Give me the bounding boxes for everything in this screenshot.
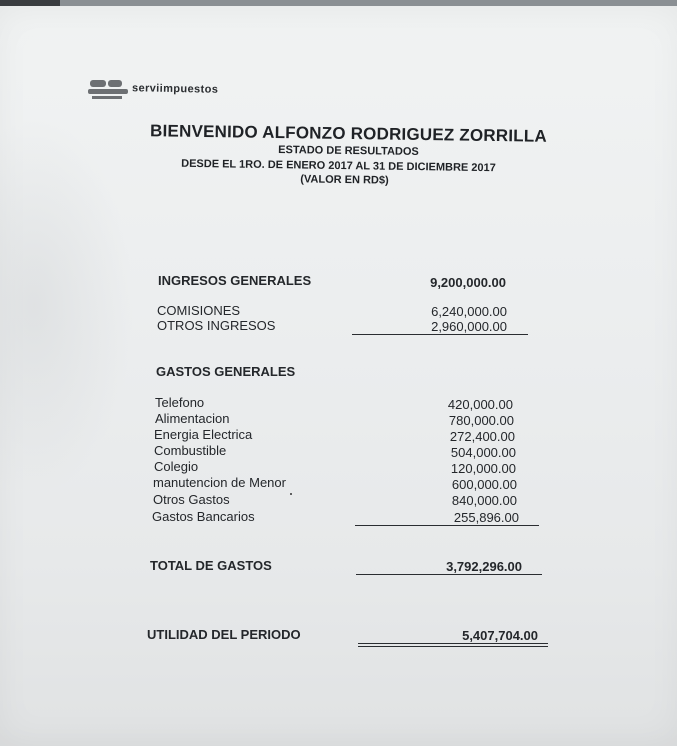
document-subtitle: ESTADO DE RESULTADOS (278, 144, 419, 158)
logo-text: serviimpuestos (131, 82, 219, 96)
gastos-subtotal-rule (355, 525, 539, 526)
gasto-amount: 255,896.00 (453, 510, 519, 525)
logo-mark-icon (86, 78, 132, 102)
gasto-amount: 504,000.00 (450, 445, 516, 460)
total-gastos-rule (356, 574, 542, 575)
gasto-amount: 420,000.00 (447, 397, 513, 412)
utilidad-amount: 5,407,704.00 (462, 628, 538, 643)
gasto-label: Colegio (154, 459, 199, 474)
ingresos-total: 9,200,000.00 (430, 275, 506, 290)
utilidad-double-rule (358, 643, 548, 647)
gasto-label: Gastos Bancarios (152, 509, 255, 524)
gasto-amount: 120,000.00 (450, 461, 516, 476)
ingresos-heading: INGRESOS GENERALES (158, 273, 312, 288)
ingreso-label: OTROS INGRESOS (157, 318, 276, 333)
document-currency: (VALOR EN RD$) (300, 173, 389, 187)
gasto-amount: 272,400.00 (449, 429, 515, 444)
document-period: DESDE EL 1RO. DE ENERO 2017 AL 31 DE DICIEMBRE 2017 (181, 157, 496, 175)
gasto-label: Otros Gastos (153, 492, 230, 507)
utilidad-label: UTILIDAD DEL PERIODO (147, 627, 301, 642)
total-gastos-label: TOTAL DE GASTOS (150, 558, 272, 573)
logo (86, 78, 256, 104)
ingreso-label: COMISIONES (157, 303, 241, 318)
gasto-label: Energia Electrica (154, 427, 253, 442)
total-gastos-amount: 3,792,296.00 (446, 559, 522, 574)
ingresos-subtotal-rule (352, 334, 528, 335)
gasto-amount: 780,000.00 (448, 413, 514, 428)
gasto-label: Alimentacion (155, 411, 230, 426)
gasto-label: manutencion de Menor (153, 475, 286, 490)
ingreso-amount: 2,960,000.00 (431, 319, 507, 334)
gasto-label: Combustible (154, 443, 227, 458)
document-title: BIENVENIDO ALFONZO RODRIGUEZ ZORRILLA (149, 121, 548, 146)
ingreso-amount: 6,240,000.00 (431, 304, 507, 319)
gasto-amount: 600,000.00 (451, 477, 517, 492)
gastos-heading: GASTOS GENERALES (156, 364, 296, 379)
gasto-label: Telefono (155, 395, 205, 410)
gasto-amount: 840,000.00 (451, 493, 517, 508)
paper-speck (290, 493, 292, 495)
